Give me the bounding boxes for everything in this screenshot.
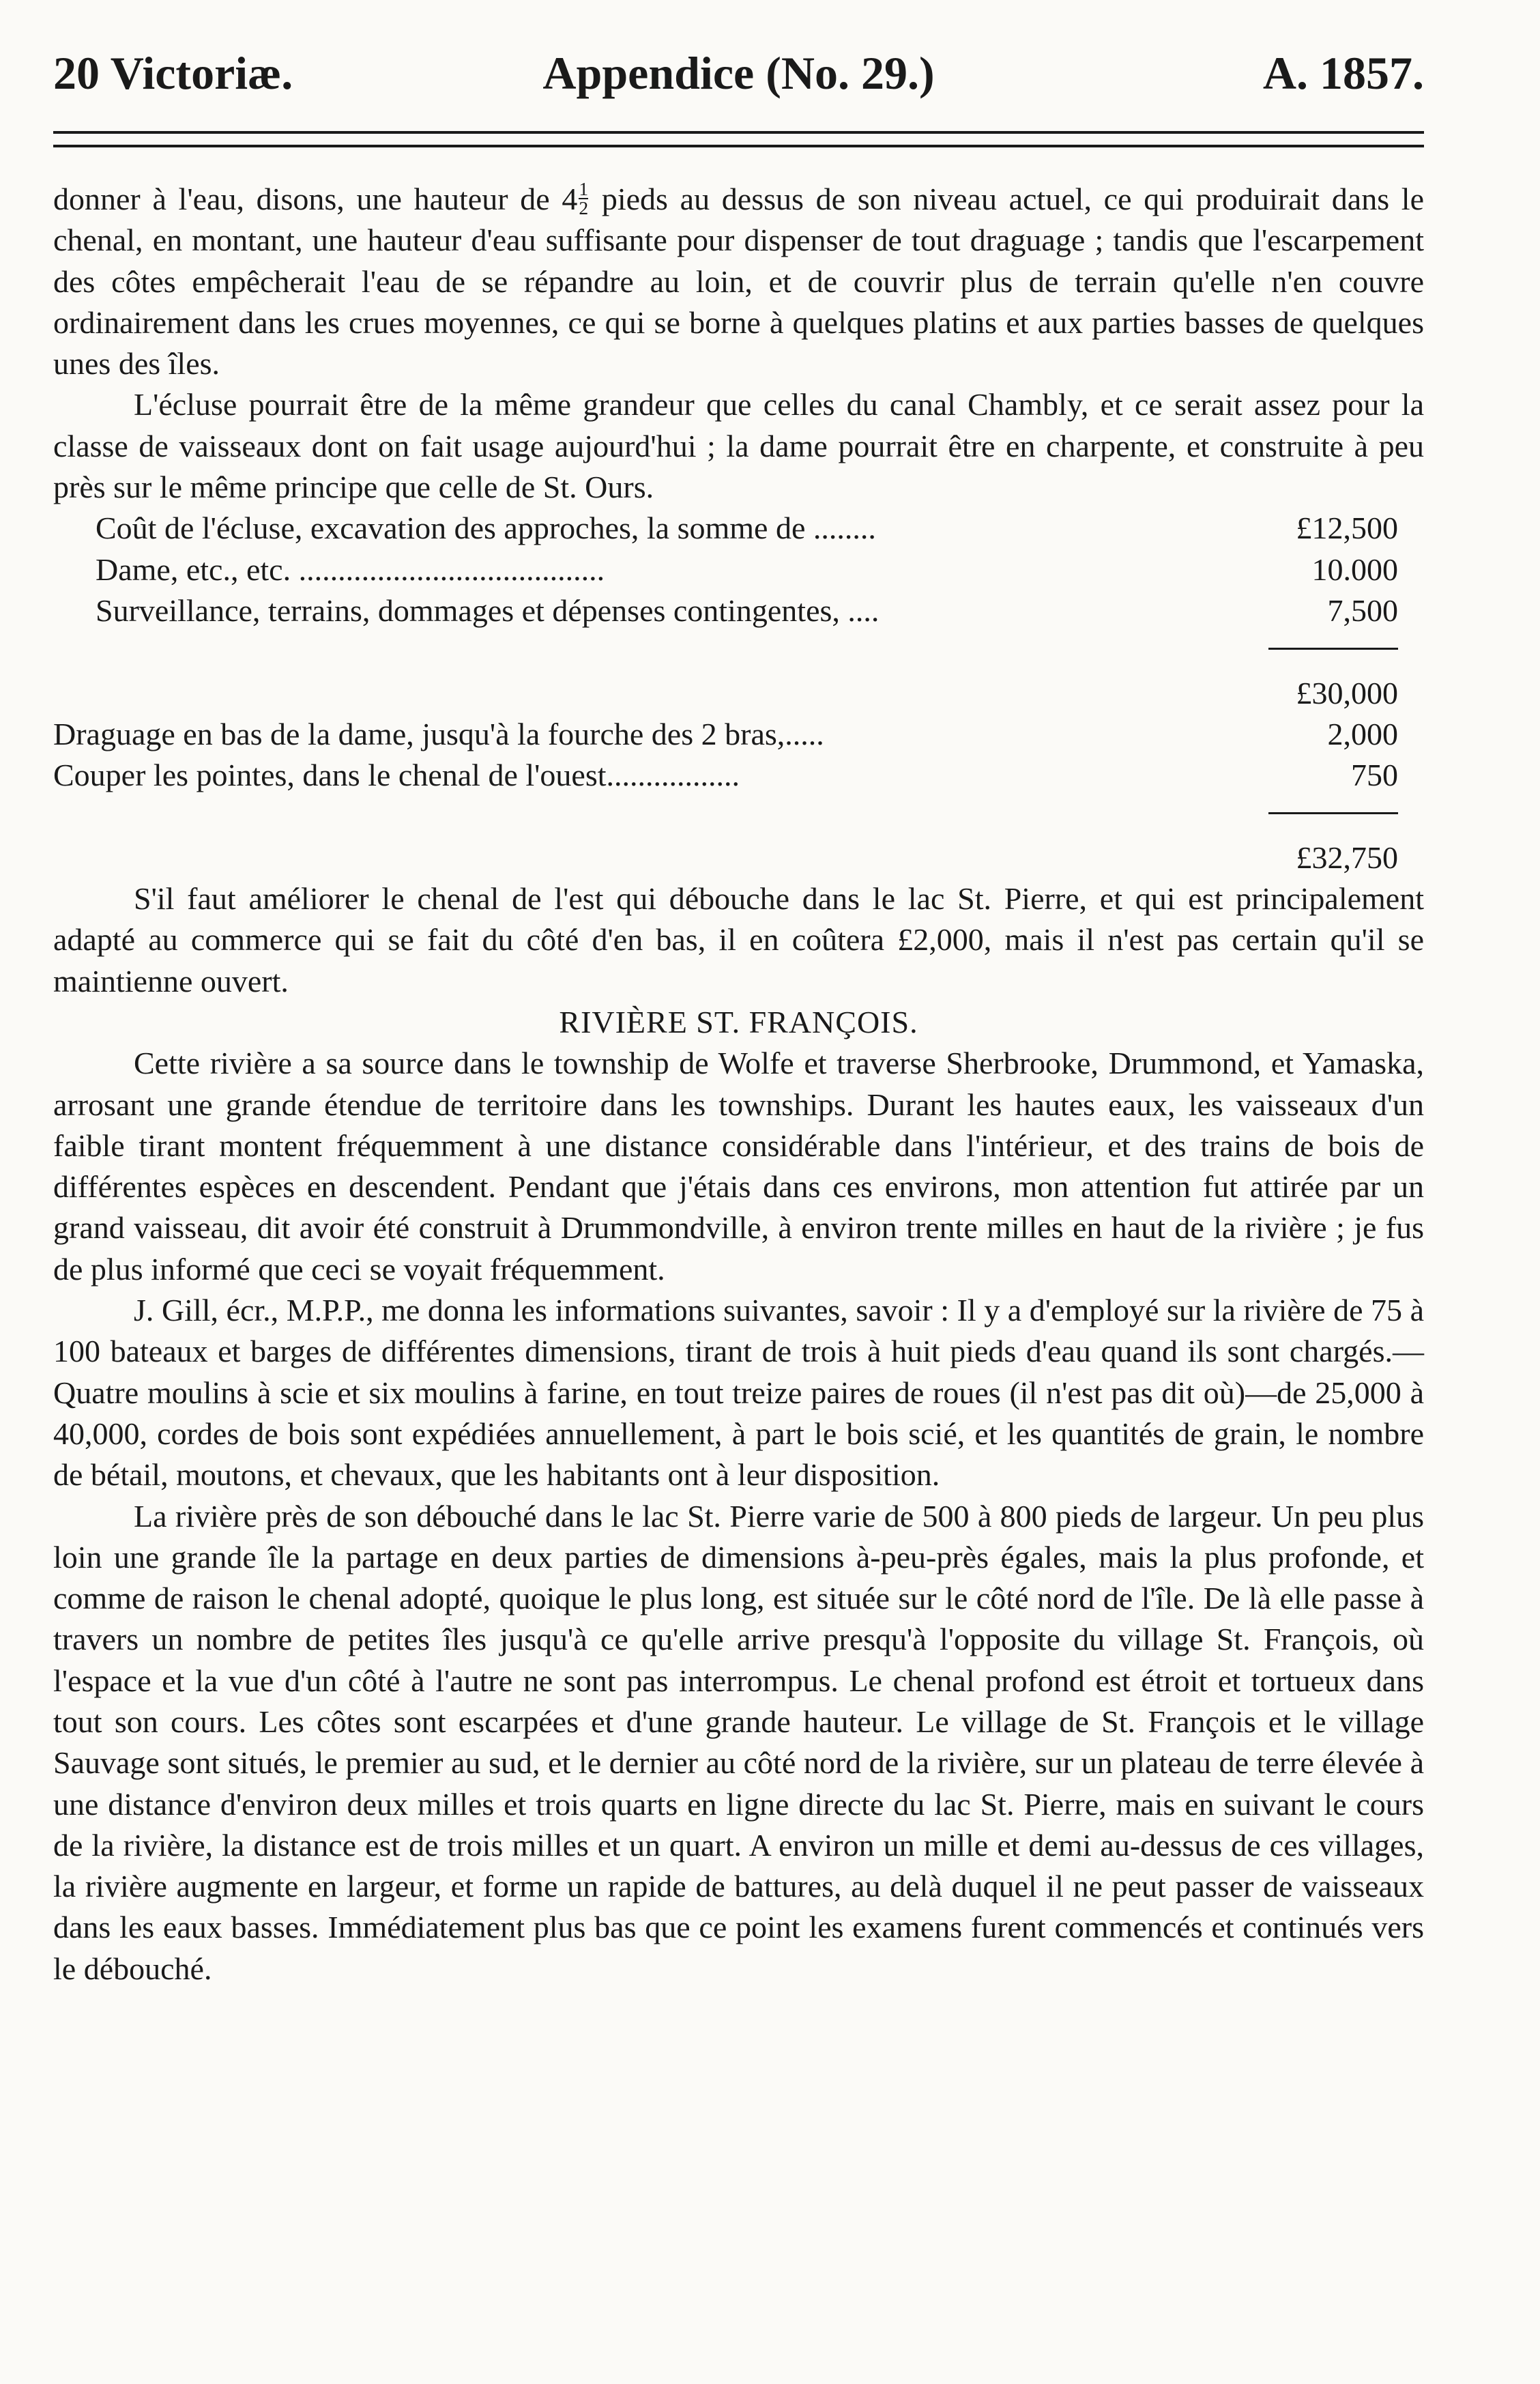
subtotal-row bbox=[53, 673, 1424, 714]
header-session: 20 Victoriæ. bbox=[53, 47, 293, 99]
fraction-half: $\frac{1}{2}$ bbox=[579, 177, 589, 218]
cost-row: Couper les pointes, dans le chenal de l'ouest................. 750 bbox=[53, 758, 1398, 793]
section-heading: RIVIÈRE ST. FRANÇOIS. bbox=[559, 1004, 918, 1039]
spacer bbox=[53, 631, 1424, 672]
cost-row: Coût de l'écluse, excavation des approches, la somme de ........ £12,500 bbox=[96, 511, 1398, 546]
header-rule-bottom bbox=[53, 145, 1424, 147]
intro-text-1: donner à l'eau, disons, une hauteur de 4 bbox=[53, 182, 578, 216]
ecluse-paragraph: L'écluse pourrait être de la même grandeur que celles du canal Chambly, et ce serait assez pour la classe de vaisseaux dont on fait usage aujourd'hui ; la dame pourrait être en charpente, et construite à peu près sur le même principe que celle de St. Ours. bbox=[53, 387, 1424, 505]
subtotal-amount: £30,000 bbox=[1296, 675, 1398, 710]
francois-paragraph: Cette rivière a sa source dans le township de Wolfe et traverse Sherbrooke, Drummond, et Yamaska, arrosant une grande étendue de territoire dans les townships. Durant les hautes eaux, les vaisseaux d'un faible tirant montent fréquemment à une distance considérable dans l'intérieur, et des trains de bois de différentes espèces en descendent. Pendant que j'étais dans ces environs, mon attention fut attirée par un grand vaisseau, dit avoir été construit à Drummondville, à environ trente milles en haut de la rivière ; je fus de plus informé que ceci se voyait fréquemment. bbox=[53, 1046, 1424, 1287]
intro-text-2: pieds au dessus de son niveau actuel, ce qui produirait dans le chenal, en montant, une hauteur d'eau suffisante pour dispenser de tout draguage ; tandis que l'escarpement des côtes empêcherait l'eau de se répandre au loin, et de couvrir plus de terrain qu'elle n'en couvre ordinairement dans les crues moyennes, ce qui se borne à quelques platins et aux parties basses de quelques unes des îles. bbox=[53, 182, 1425, 382]
header-year: A. 1857. bbox=[1262, 47, 1424, 99]
page-header bbox=[53, 42, 1424, 104]
spacer bbox=[53, 796, 1424, 837]
header-appendix: Appendice (No. 29.) bbox=[542, 47, 935, 99]
est-paragraph: S'il faut améliorer le chenal de l'est qui débouche dans le lac St. Pierre, et qui est principalement adapté au commerce qui se fait du côté d'en bas, il en coûtera £2,000, mais il n'est pas certain qu'il se maintienne ouvert. bbox=[53, 881, 1424, 999]
cost-row: Dame, etc., etc. ....................................... 10.000 bbox=[96, 551, 1398, 587]
total-row bbox=[53, 837, 1424, 878]
page-body bbox=[53, 179, 1424, 1990]
header-rule-top bbox=[53, 131, 1424, 134]
francois-paragraph: J. Gill, écr., M.P.P., me donna les informations suivantes, savoir : Il y a d'employé sur la rivière de 75 à 100 bateaux et barges de différentes dimensions, tirant de trois à huit pieds d'eau quand ils sont chargés.—Quatre moulins à scie et six moulins à farine, en tout treize paires de roues (il n'est pas dit où)—de 25,000 à 40,000, cordes de bois sont expédiées annuellement, à part le bois scié, et les quantités de grain, le nombre de bétail, moutons, et chevaux, que les habitants ont à leur disposition. bbox=[53, 1293, 1424, 1493]
intro-paragraph bbox=[53, 179, 1424, 384]
francois-paragraph: La rivière près de son débouché dans le lac St. Pierre varie de 500 à 800 pieds de largeur. Un peu plus loin une grande île la partage en deux parties de dimensions à-peu-près égales, mais la plus profonde, et comme de raison le chenal adopté, quoique le plus long, est située sur le côté nord de l'île. De là elle passe à travers un nombre de petites îles jusqu'à ce qu'elle arrive presqu'à l'opposite du village St. François, où l'espace et la vue d'un côté à l'autre ne sont pas interrompus. Le chenal profond est étroit et tortueux dans tout son cours. Les côtes sont escarpées et d'une grande hauteur. Le village de St. François et le village Sauvage sont situés, le premier au sud, et le dernier au côté nord de la rivière, sur un plateau de terre élevée à une distance d'environ deux milles et trois quarts en ligne directe du lac St. Pierre, mais en suivant le cours de la rivière, la distance est de trois milles et un quart. A environ un mille et demi au-dessus de ces villages, la rivière augmente en largeur, et forme un rapide de battures, au delà duquel il ne peut passer de vaisseaux dans les eaux basses. Immédiatement plus bas que ce point les examens furent commencés et continués vers le débouché. bbox=[53, 1498, 1424, 1986]
cost-row: Draguage en bas de la dame, jusqu'à la fourche des 2 bras,..... 2,000 bbox=[53, 716, 1398, 751]
cost-table bbox=[53, 508, 1424, 878]
total-amount: £32,750 bbox=[1296, 839, 1398, 875]
cost-row: Surveillance, terrains, dommages et dépenses contingentes, .... 7,500 bbox=[96, 592, 1398, 628]
